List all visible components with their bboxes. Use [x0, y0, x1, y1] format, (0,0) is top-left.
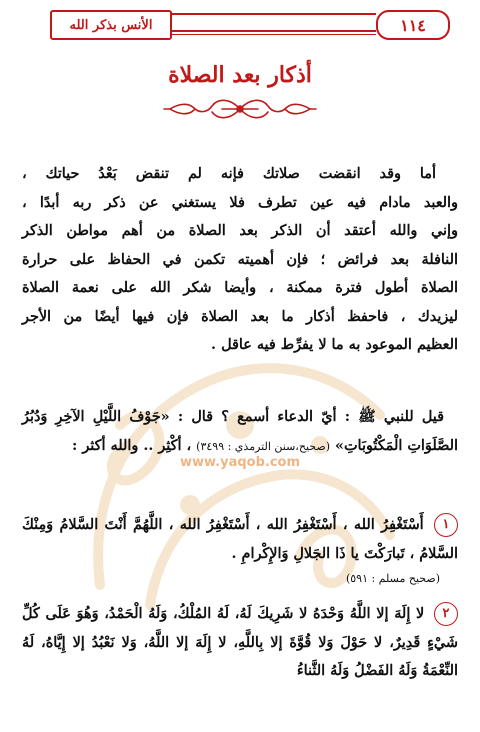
header-rule: [172, 13, 376, 15]
page-number: ١١٤: [376, 10, 450, 40]
hadith-text: قيل للنبي ﷺ : أيّ الدعاء أسمع ؟ قال : «جَوْفُ اللَّيْلِ الآخِرِ وَدُبُرُ الصَّلَوَاتِ الْمَكْتُوبَاتِ»: [22, 408, 458, 454]
paragraph-line: الصلاة أطول فترة ممكنة ، وأيضا شكر الله على نعمة الصلاة: [22, 279, 458, 296]
section-title: أذكار بعد الصلاة: [168, 62, 312, 88]
page-header: [22, 10, 462, 38]
dhikr-number-badge: ٢: [434, 602, 458, 626]
header-rule: [172, 34, 376, 35]
dhikr-item-1: [22, 511, 458, 590]
paragraph-line: وإني والله أعتقد أن الذكر بعد الصلاة من أهم مواطن الذكر: [22, 222, 458, 239]
watermark-url: www.yaqob.com: [179, 455, 301, 470]
dhikr-text: أَسْتَغْفِرُ الله ، أَسْتَغْفِرُ الله ، أَسْتَغْفِرُ الله ، اللَّهُمَّ أَنْتَ السَّلامُ وَمِنْكَ السَّلامُ ، تَبارَكْتَ يا ذَا الجَلالِ وَالإِكْرامِ .: [22, 516, 458, 562]
intro-paragraph: [22, 160, 458, 360]
paragraph-line: أما وقد انقضت صلاتك فإنه لم تنقض بَعْدُ حياتك ،: [22, 165, 436, 182]
hadith-reference: (صحيح،سنن الترمذي : ٣٤٩٩): [196, 439, 330, 453]
hadith-closing: ، أكْثِر .. والله أكثر :: [72, 436, 192, 454]
paragraph-line: العظيم الموعود به ما لا يفرِّط فيه عاقل .: [211, 336, 458, 353]
dhikr-number-badge: ١: [434, 513, 458, 537]
paragraph-line: والعبد مادام فيه عين تطرف فلا يستغني عن ذكر ربه أبدًا ،: [22, 193, 458, 211]
dhikr-text: لا إِلَهَ إلا اللَّهُ وَحْدَهُ لا شَرِيكَ لَهُ، لَهُ المُلْكُ، وَلَهُ الْحَمْدُ، وَهُوَ عَلَى كُلِّ شَيْءٍ قَدِيرٌ، لا حَوْلَ وَلا قُوَّةَ إلا بِاللَّهِ، لا إِلَهَ إلا اللَّهُ، وَلا نَعْبُدُ إلا إِيَّاهُ، لَهُ النِّعْمَةُ وَلَهُ الفَضْلُ وَلَهُ الثَّناءُ: [22, 605, 458, 679]
dhikr-reference: (صحيح مسلم : ٥٩١): [345, 572, 440, 585]
ornament-divider-icon: [160, 94, 320, 124]
hadith-paragraph: [22, 403, 458, 461]
paragraph-line: ليزيدك ، فاحفظ أذكار ما بعد الصلاة فإن فيها أيضًا من الأجر: [22, 307, 458, 325]
header-rule: [172, 30, 376, 32]
paragraph-line: النافلة بعد فرائض ؛ فإن أهميته تكمن في الحفاظ على حرارة: [22, 250, 458, 268]
dhikr-item-2: [22, 600, 458, 686]
book-title: الأنس بذكر الله: [50, 10, 172, 40]
